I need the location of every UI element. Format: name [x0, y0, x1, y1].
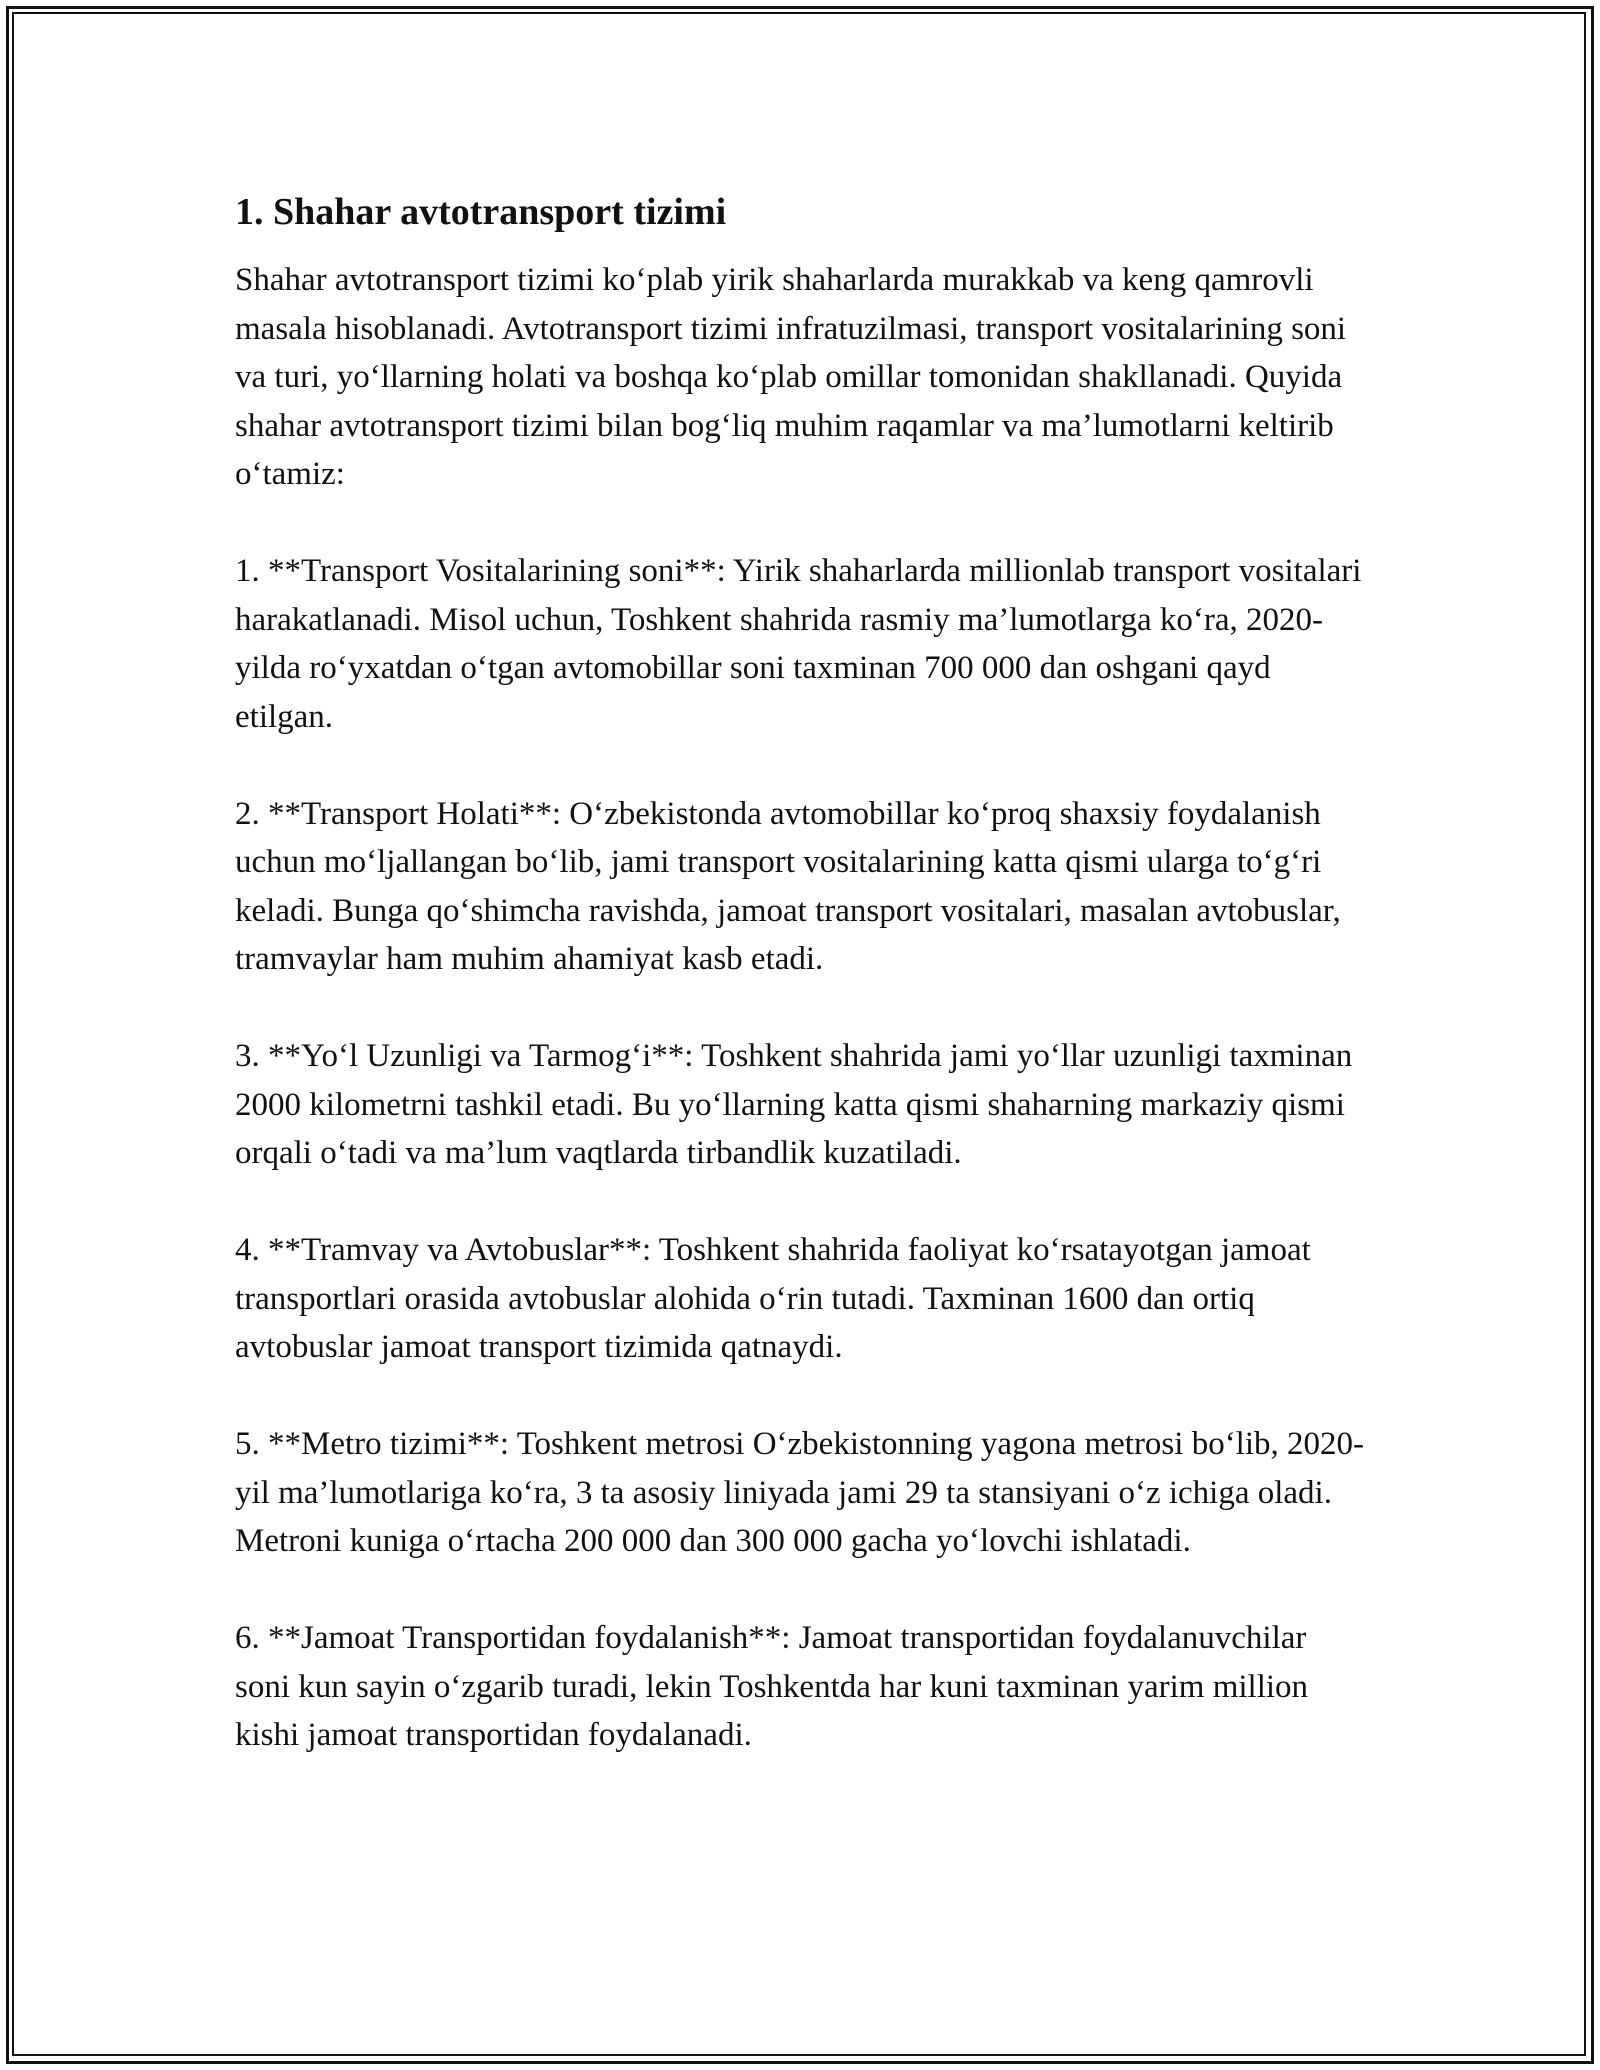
intro-paragraph: Shahar avtotransport tizimi ko‘plab yirik shaharlarda murakkab va keng qamrovli masala hisoblanadi. Avtotransport tizimi infratuzilmasi, transport vositalarining soni va turi, yo‘llarning holati va boshqa ko‘plab omillar tomonidan shakllanadi. Quyida shahar avtotransport tizimi bilan bog‘liq muhim raqamlar va ma’lumotlarni keltirib o‘tamiz:: [235, 262, 1347, 492]
list-item-public-transport-usage: 6. **Jamoat Transportidan foydalanish**: Jamoat transportidan foydalanuvchilar soni kun sayin o‘zgarib turadi, lekin Toshkentda har kuni taxminan yarim million kishi jamoat transportidan foydalanadi.: [235, 1620, 1309, 1753]
section-title: 1. Shahar avtotransport tizimi: [235, 191, 727, 233]
list-item-transport-status: 2. **Transport Holati**: O‘zbekistonda avtomobillar ko‘proq shaxsiy foydalanish uchun mo‘ljallangan bo‘lib, jami transport vositalarining katta qismi ularga to‘g‘ri keladi. Bunga qo‘shimcha ravishda, jamoat transport vositalari, masalan avtobuslar, tramvaylar ham muhim ahamiyat kasb etadi.: [235, 795, 1341, 977]
paragraph-list: [235, 256, 1365, 1760]
document-body: [235, 188, 1365, 1760]
list-item-metro: 5. **Metro tizimi**: Toshkent metrosi O‘zbekistonning yagona metrosi bo‘lib, 2020-yil ma’lumotlariga ko‘ra, 3 ta asosiy liniyada jami 29 ta stansiyani o‘z ichiga oladi. Metroni kuniga o‘rtacha 200 000 dan 300 000 gacha yo‘lovchi ishlatadi.: [235, 1426, 1365, 1559]
list-item-transport-count: 1. **Transport Vositalarining soni**: Yirik shaharlarda millionlab transport vositalari harakatlanadi. Misol uchun, Toshkent shahrida rasmiy ma’lumotlarga ko‘ra, 2020-yilda ro‘yxatdan o‘tgan avtomobillar soni taxminan 700 000 dan oshgani qayd etilgan.: [235, 553, 1362, 735]
list-item-tram-bus: 4. **Tramvay va Avtobuslar**: Toshkent shahrida faoliyat ko‘rsatayotgan jamoat transportlari orasida avtobuslar alohida o‘rin tutadi. Taxminan 1600 dan ortiq avtobuslar jamoat transport tizimida qatnaydi.: [235, 1232, 1311, 1365]
list-item-road-length: 3. **Yo‘l Uzunligi va Tarmog‘i**: Toshkent shahrida jami yo‘llar uzunligi taxminan 2000 kilometrni tashkil etadi. Bu yo‘llarning katta qismi shaharning markaziy qismi orqali o‘tadi va ma’lum vaqtlarda tirbandlik kuzatiladi.: [235, 1038, 1353, 1171]
